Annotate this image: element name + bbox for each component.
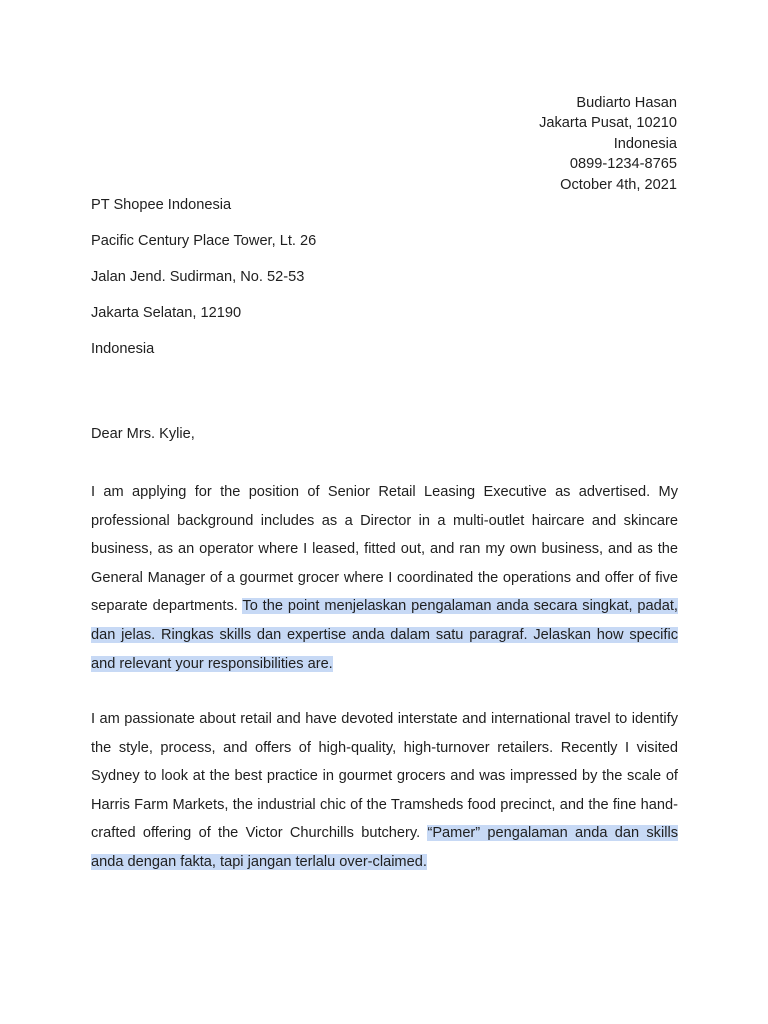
sender-phone: 0899-1234-8765 bbox=[569, 156, 677, 173]
letter-date: October 4th, 2021 bbox=[560, 176, 677, 193]
sender-address-block bbox=[539, 93, 677, 195]
paragraph-passion bbox=[91, 705, 678, 877]
highlighted-tip: To the point menjelaskan pengalaman anda secara singkat, padat, dan jelas. Ringkas skills dan expertise anda dalam satu paragraf. Jelaskan how specific and relevant your responsibilities are. bbox=[91, 598, 678, 672]
paragraph-text: I am passionate about retail and have devoted interstate and international travel to identify the style, process, and offers of high-quality, high-turnover retailers. Recently I visited Sydney to look at the best practice in gourmet grocers and was impressed by the scale of Harris Farm Markets, the industrial chic of the Tramsheds food precinct, and the fine hand-crafted offering of the Victor Churchills butchery. bbox=[91, 711, 678, 842]
recipient-address-block bbox=[91, 196, 316, 376]
recipient-company: PT Shopee Indonesia bbox=[91, 197, 232, 213]
salutation: Dear Mrs. Kylie, bbox=[91, 426, 195, 442]
sender-city: Jakarta Pusat, 10210 bbox=[539, 115, 677, 132]
paragraph-text: I am applying for the position of Senior Retail Leasing Executive as advertised. My professional background includes as a Director in a multi-outlet haircare and skincare business, as an operator where I leased, fitted out, and ran my own business, and as the General Manager of a gourmet grocer where I coordinated the operations and offer of five separate departments. bbox=[91, 484, 678, 615]
recipient-street: Jalan Jend. Sudirman, No. 52-53 bbox=[91, 269, 305, 285]
recipient-country: Indonesia bbox=[91, 341, 155, 357]
sender-name: Budiarto Hasan bbox=[576, 95, 677, 111]
paragraph-experience bbox=[91, 478, 678, 678]
recipient-city: Jakarta Selatan, 12190 bbox=[91, 305, 242, 321]
sender-country: Indonesia bbox=[613, 135, 677, 152]
highlighted-tip: “Pamer” pengalaman anda dan skills anda dengan fakta, tapi jangan terlalu over-claimed. bbox=[91, 825, 679, 870]
recipient-building: Pacific Century Place Tower, Lt. 26 bbox=[91, 233, 317, 249]
